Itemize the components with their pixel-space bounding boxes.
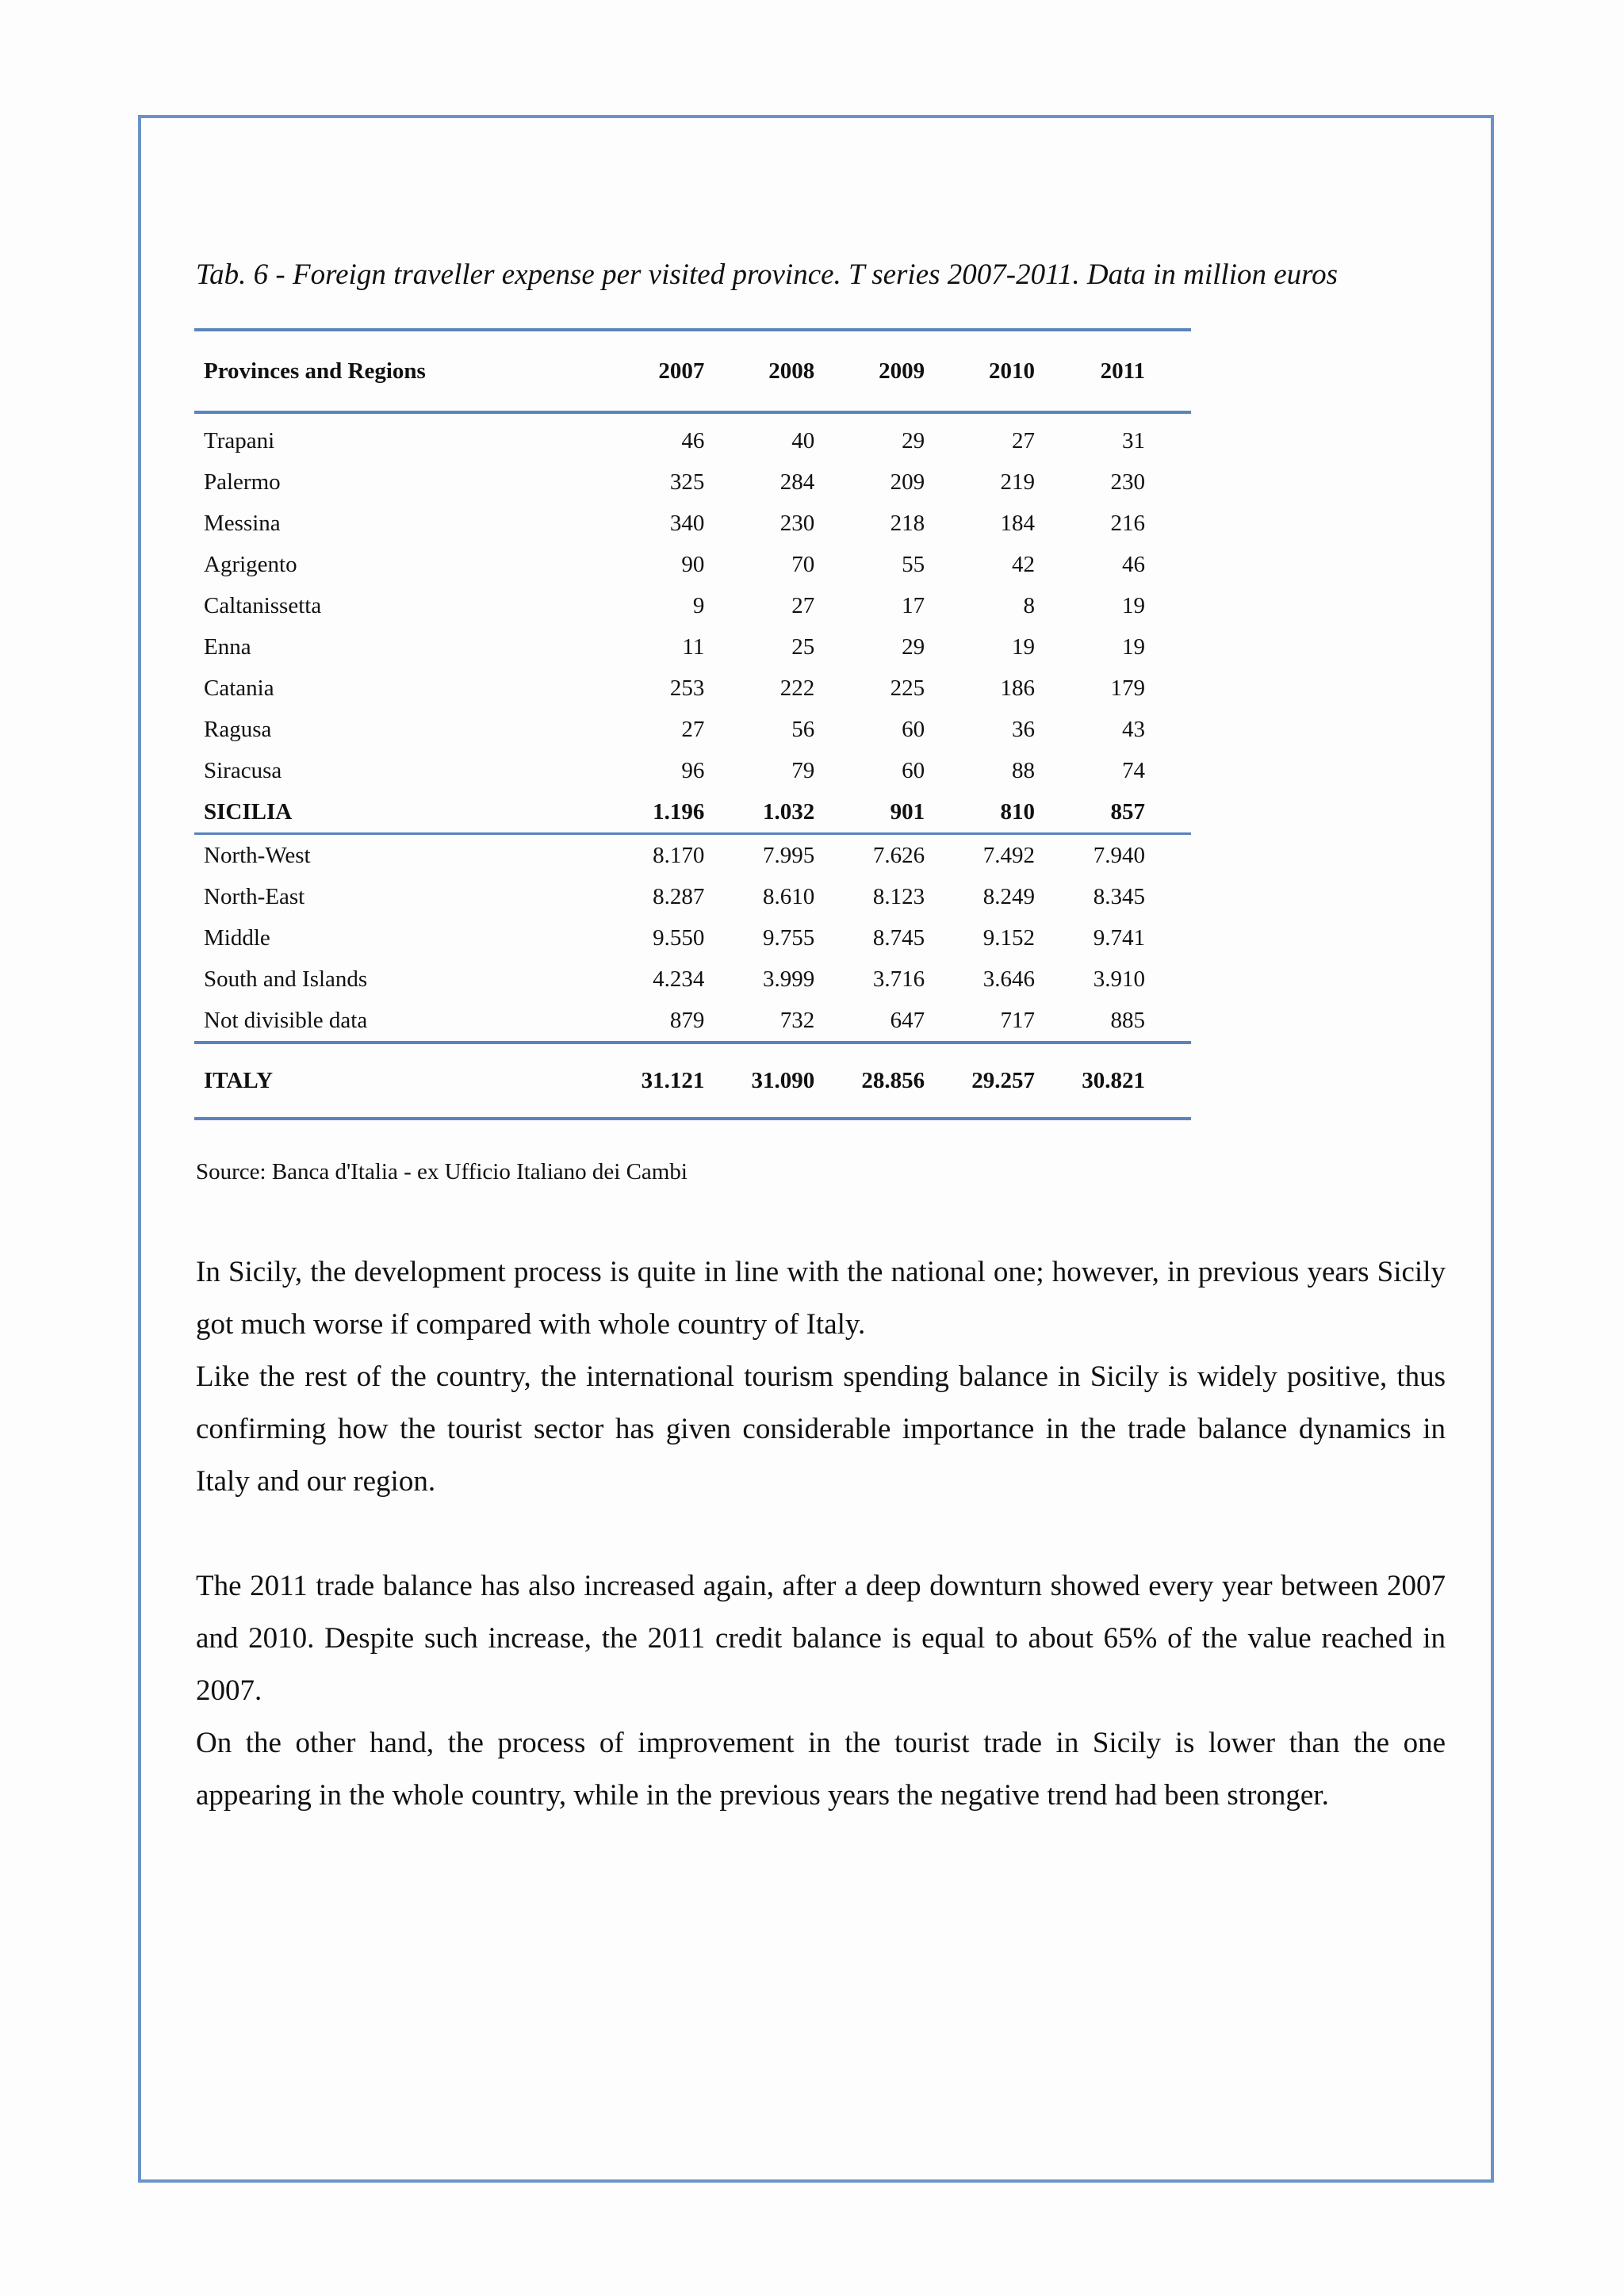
- value-cell: 717: [925, 1000, 1035, 1043]
- row-label-cell: South and Islands: [204, 966, 368, 992]
- table-row: [194, 626, 1191, 668]
- row-label-cell: Agrigento: [204, 552, 297, 577]
- table-row: [194, 750, 1191, 791]
- column-header: 2009: [879, 358, 925, 384]
- value-cell: 19: [1122, 634, 1145, 660]
- value-cell: 46: [681, 428, 705, 453]
- value-cell: 647: [814, 1000, 925, 1043]
- paragraph: The 2011 trade balance has also increased again, after a deep downturn showed every year between 2007 and 2010. Despite such increase, the 2011 credit balance is equal to about 65% of the value reached in 2007.: [196, 1570, 1446, 1707]
- value-cell: 40: [791, 428, 815, 453]
- row-label-cell: Messina: [204, 511, 281, 536]
- row-label-cell: Caltanissetta: [204, 593, 322, 618]
- value-cell: 88: [1012, 758, 1036, 783]
- value-cell: 7.940: [1093, 843, 1145, 868]
- value-cell: 74: [1122, 758, 1145, 783]
- row-label-cell: Enna: [204, 634, 251, 660]
- row-label-cell: North-West: [204, 843, 311, 868]
- value-cell: 56: [791, 717, 815, 742]
- value-cell: 8.249: [982, 884, 1036, 909]
- column-header: 2010: [989, 358, 1036, 384]
- value-cell: 885: [1035, 1000, 1191, 1043]
- value-cell: 7.626: [872, 843, 925, 868]
- row-label-cell: Middle: [204, 925, 270, 951]
- value-cell: 31: [1122, 428, 1145, 453]
- value-cell: 8.345: [1093, 884, 1145, 909]
- value-cell: 60: [902, 758, 925, 783]
- value-cell: 79: [791, 758, 815, 783]
- column-header: 2007: [658, 358, 705, 384]
- value-cell: 225: [890, 675, 925, 701]
- value-cell: 222: [779, 675, 815, 701]
- value-cell: 3.999: [763, 966, 815, 992]
- value-cell: 253: [669, 675, 705, 701]
- value-cell: 7.492: [982, 843, 1036, 868]
- value-cell: 30.821: [1035, 1043, 1191, 1119]
- table-row: [194, 1000, 1191, 1043]
- value-cell: 901: [814, 791, 925, 834]
- column-header: Provinces and Regions: [204, 358, 426, 384]
- table-row: [194, 876, 1191, 917]
- value-cell: 8.123: [872, 884, 925, 909]
- value-cell: 36: [1012, 717, 1036, 742]
- value-cell: 29: [902, 428, 925, 453]
- row-label-cell: SICILIA: [194, 791, 559, 834]
- value-cell: 1.032: [704, 791, 814, 834]
- value-cell: 96: [681, 758, 705, 783]
- value-cell: 230: [779, 511, 815, 536]
- value-cell: 31.121: [559, 1043, 705, 1119]
- value-cell: 8: [1023, 593, 1036, 618]
- value-cell: 8.745: [872, 925, 925, 951]
- row-label-cell: Trapani: [204, 428, 275, 453]
- value-cell: 179: [1110, 675, 1145, 701]
- value-cell: 4.234: [653, 966, 705, 992]
- value-cell: 732: [704, 1000, 814, 1043]
- row-label-cell: Siracusa: [204, 758, 282, 783]
- value-cell: 17: [902, 593, 925, 618]
- value-cell: 184: [1000, 511, 1036, 536]
- value-cell: 27: [791, 593, 815, 618]
- row-label-cell: Not divisible data: [194, 1000, 559, 1043]
- value-cell: 209: [890, 469, 925, 495]
- row-label-cell: Ragusa: [204, 717, 272, 742]
- value-cell: 186: [1000, 675, 1036, 701]
- value-cell: 29.257: [925, 1043, 1035, 1119]
- paragraph: In Sicily, the development process is quite in line with the national one; however, in previous years Sicily got much worse if compared with whole country of Italy.: [196, 1256, 1446, 1341]
- value-cell: 11: [682, 634, 705, 660]
- value-cell: 46: [1122, 552, 1145, 577]
- value-cell: 216: [1110, 511, 1145, 536]
- value-cell: 43: [1122, 717, 1145, 742]
- value-cell: 42: [1012, 552, 1036, 577]
- value-cell: 70: [791, 552, 815, 577]
- value-cell: 3.716: [872, 966, 925, 992]
- source-note: Source: Banca d'Italia - ex Ufficio Italiano dei Cambi: [196, 1159, 688, 1184]
- value-cell: 810: [925, 791, 1035, 834]
- table-header-row: [194, 330, 1191, 412]
- column-header: 2011: [1100, 358, 1145, 384]
- italy-total-row: [194, 1043, 1191, 1119]
- value-cell: 219: [1000, 469, 1036, 495]
- body-text: [196, 1246, 1446, 1822]
- value-cell: 60: [902, 717, 925, 742]
- row-label-cell: ITALY: [194, 1043, 559, 1119]
- value-cell: 25: [791, 634, 815, 660]
- table-row: [194, 412, 1191, 461]
- table-row: [194, 585, 1191, 626]
- value-cell: 230: [1110, 469, 1145, 495]
- value-cell: 9.741: [1093, 925, 1145, 951]
- table-row: [194, 668, 1191, 709]
- value-cell: 218: [890, 511, 925, 536]
- value-cell: 3.646: [982, 966, 1036, 992]
- table-row: [194, 709, 1191, 750]
- value-cell: 1.196: [559, 791, 705, 834]
- table-row: [194, 503, 1191, 544]
- column-header: 2008: [768, 358, 815, 384]
- paragraph: On the other hand, the process of improvement in the tourist trade in Sicily is lower than the one appearing in the whole country, while in the previous years the negative trend had been stronger.: [196, 1727, 1446, 1812]
- table-row: [194, 461, 1191, 503]
- sicilia-total-row: [194, 791, 1191, 834]
- table-row: [194, 834, 1191, 877]
- table-row: [194, 544, 1191, 585]
- value-cell: 879: [559, 1000, 705, 1043]
- value-cell: 29: [902, 634, 925, 660]
- table-row: [194, 959, 1191, 1000]
- value-cell: 9.550: [653, 925, 705, 951]
- value-cell: 28.856: [814, 1043, 925, 1119]
- value-cell: 857: [1035, 791, 1191, 834]
- paragraph: Like the rest of the country, the international tourism spending balance in Sicily is widely positive, thus confirming how the tourist sector has given considerable importance in the trade balance dynamics in Italy and our region.: [196, 1360, 1446, 1498]
- expense-table: [194, 328, 1191, 1120]
- value-cell: 90: [681, 552, 705, 577]
- value-cell: 325: [669, 469, 705, 495]
- value-cell: 340: [669, 511, 705, 536]
- value-cell: 9: [692, 593, 705, 618]
- value-cell: 55: [902, 552, 925, 577]
- value-cell: 9.152: [982, 925, 1036, 951]
- value-cell: 31.090: [704, 1043, 814, 1119]
- value-cell: 7.995: [763, 843, 815, 868]
- table-caption: Tab. 6 - Foreign traveller expense per visited province. T series 2007-2011. Data in million euros: [196, 258, 1339, 291]
- row-label-cell: Catania: [204, 675, 274, 701]
- value-cell: 284: [779, 469, 815, 495]
- value-cell: 27: [1012, 428, 1036, 453]
- table-row: [194, 917, 1191, 959]
- value-cell: 8.287: [653, 884, 705, 909]
- value-cell: 19: [1012, 634, 1036, 660]
- row-label-cell: Palermo: [204, 469, 281, 495]
- value-cell: 3.910: [1093, 966, 1145, 992]
- value-cell: 9.755: [763, 925, 815, 951]
- row-label-cell: North-East: [204, 884, 305, 909]
- value-cell: 8.610: [763, 884, 815, 909]
- value-cell: 27: [681, 717, 705, 742]
- value-cell: 8.170: [653, 843, 705, 868]
- value-cell: 19: [1122, 593, 1145, 618]
